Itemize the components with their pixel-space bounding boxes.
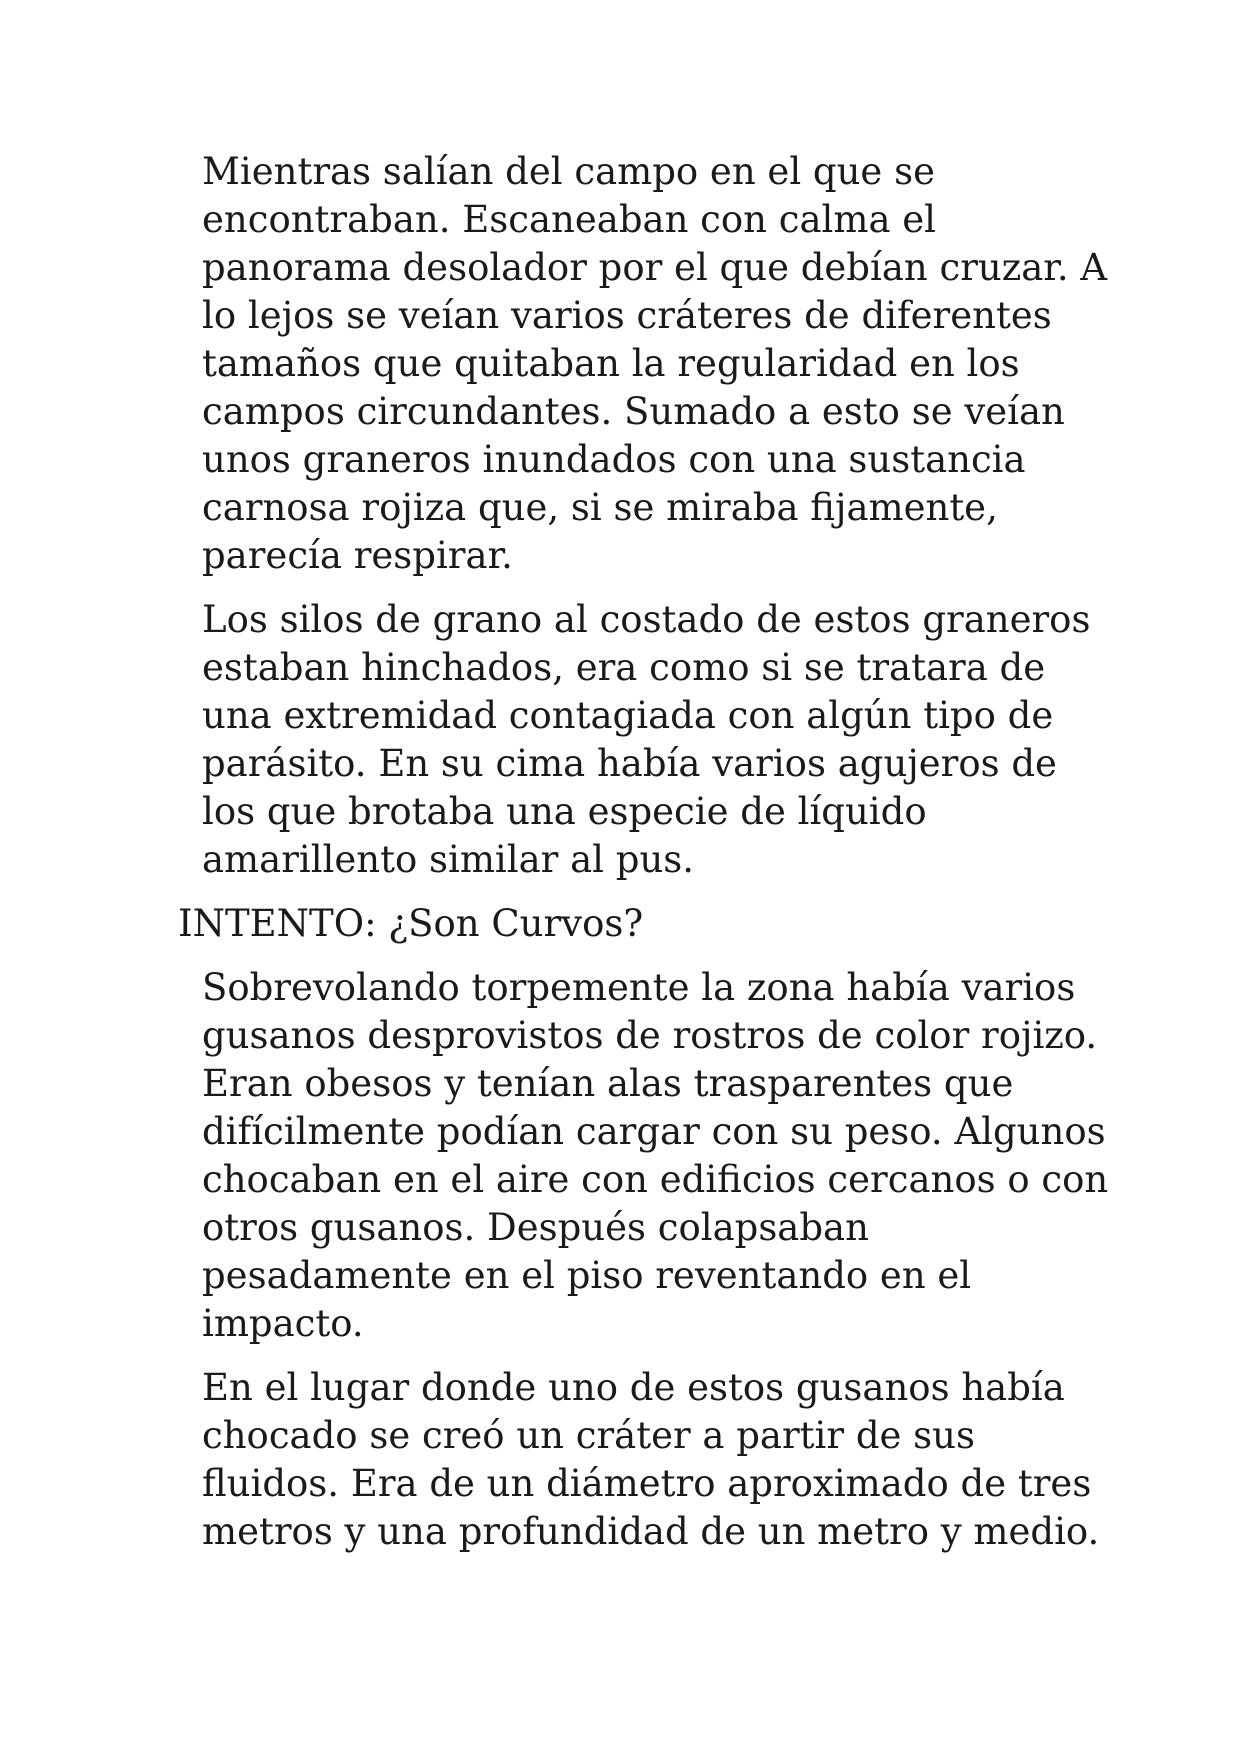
text-line: parecía respirar. <box>202 534 513 577</box>
text-line: unos graneros inundados con una sustancia <box>202 438 1026 481</box>
paragraph-2 <box>178 596 1091 884</box>
text-line: Mientras salían del campo en el que se <box>202 150 935 193</box>
text-line: otros gusanos. Después colapsaban <box>202 1206 869 1249</box>
text-line: Eran obesos y tenían alas trasparentes que <box>202 1062 1014 1105</box>
text-line: panorama desolador por el que debían cruzar. A <box>202 246 1108 289</box>
text-line: metros y una profundidad de un metro y medio. <box>202 1510 1100 1553</box>
text-line: chocaban en el aire con edificios cercanos o con <box>202 1158 1109 1201</box>
section-heading <box>178 900 1078 948</box>
paragraph-4 <box>178 1364 1100 1556</box>
paragraph-3 <box>178 964 1109 1348</box>
text-line: gusanos desprovistos de rostros de color rojizo. <box>202 1014 1098 1057</box>
text-line: tamaños que quitaban la regularidad en los <box>202 342 1020 385</box>
document-page <box>178 148 1109 1572</box>
text-line: fluidos. Era de un diámetro aproximado de tres <box>202 1462 1092 1505</box>
text-line: amarillento similar al pus. <box>202 838 695 881</box>
text-line: campos circundantes. Sumado a esto se veían <box>202 390 1065 433</box>
paragraph-1 <box>178 148 1108 580</box>
text-line: difícilmente podían cargar con su peso. Algunos <box>202 1110 1106 1153</box>
text-line: lo lejos se veían varios cráteres de diferentes <box>202 294 1052 337</box>
text-line: impacto. <box>202 1302 364 1345</box>
text-line: estaban hinchados, era como si se tratara de <box>202 646 1046 689</box>
text-line: chocado se creó un cráter a partir de sus <box>202 1414 975 1457</box>
text-line: Los silos de grano al costado de estos graneros <box>202 598 1091 641</box>
text-line: parásito. En su cima había varios agujeros de <box>202 742 1057 785</box>
text-line: una extremidad contagiada con algún tipo de <box>202 694 1054 737</box>
text-line: carnosa rojiza que, si se miraba fijamente, <box>202 486 998 529</box>
text-line: los que brotaba una especie de líquido <box>202 790 927 833</box>
text-line: encontraban. Escaneaban con calma el <box>202 198 937 241</box>
text-line: Sobrevolando torpemente la zona había varios <box>202 966 1076 1009</box>
heading-text: INTENTO: ¿Son Curvos? <box>178 902 644 945</box>
text-line: pesadamente en el piso reventando en el <box>202 1254 972 1297</box>
text-line: En el lugar donde uno de estos gusanos había <box>202 1366 1065 1409</box>
